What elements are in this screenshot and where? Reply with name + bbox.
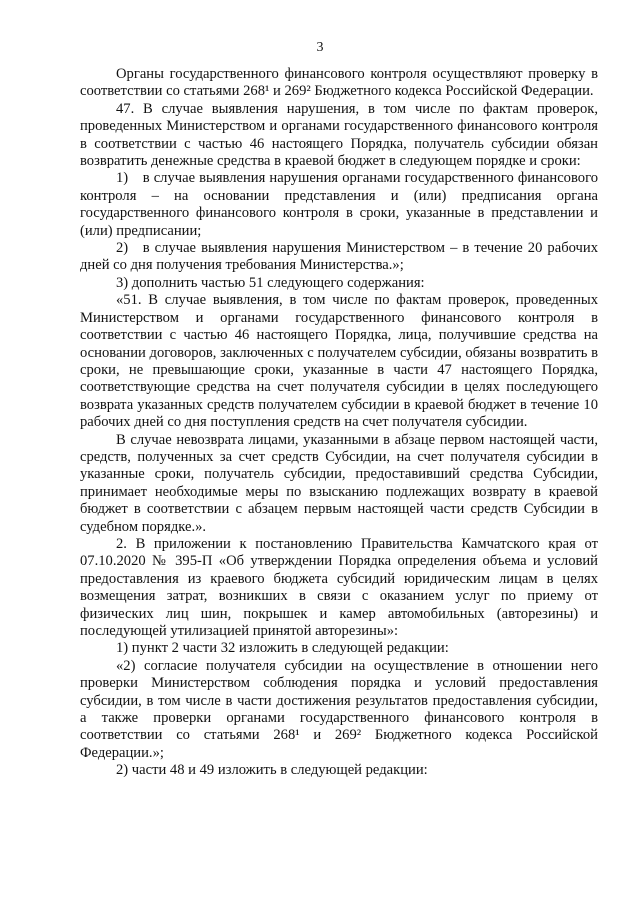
paragraph-47-item-2: 2) в случае выявления нарушения Министерством – в течение 20 рабочих дней со дня получения требования Министерства.»; [80,240,598,274]
paragraph-parts-48-49: 2) части 48 и 49 изложить в следующей редакции: [116,762,428,779]
paragraph-51: «51. В случае выявления, в том числе по фактам проверок, проведенных Министерством и органами государственного финансового контроля в соответствии с частью 46 настоящего Порядка, лица, получившие средства на основании договоров, заключенных с получателем субсидии, обязаны возвратить в сроки, не превышающие сроки, указанные в части 47 настоящего Порядка, соответствующие средства на счет получателя субсидии в целях последующего возврата указанных средств получателем субсидии в краевой бюджет в течение 10 рабочих дней со дня поступления средств на счет получателя субсидии. [80,292,598,431]
page-number: 3 [316,40,324,55]
paragraph-51-nonreturn: В случае невозврата лицами, указанными в абзаце первом настоящей части, средств, полученных за счет средств Субсидии, на счет получателя субсидии в указанные сроки, получатель субсидии, предоставивший средства Субсидии, принимает необходимые меры по взысканию подлежащих возврату в краевой бюджет в соответствии с абзацем первым настоящей части средств Субсидии в судебном порядке.». [80,431,598,535]
paragraph-add-part-51: 3) дополнить частью 51 следующего содержания: [116,274,425,291]
paragraph-item-1-point-2: 1) пункт 2 части 32 изложить в следующей редакции: [116,640,449,657]
paragraph-consent: «2) согласие получателя субсидии на осуществление в отношении него проверки Министерством соблюдения порядка и условий предоставления субсидии, в том числе в части достижения результатов предоставления субсидии, а также проверки органами государственного финансового контроля в соответствии со статьями 268¹ и 269² Бюджетного кодекса Российской Федерации.»; [80,657,598,761]
paragraph-47: 47. В случае выявления нарушения, в том числе по фактам проверок, проведенных Министерством и органами государственного финансового контроля в соответствии с частью 46 настоящего Порядка, получатель субсидии обязан возвратить денежные средства в краевой бюджет в следующем порядке и сроки: [80,100,598,170]
document-body [80,66,598,780]
paragraph-control-bodies: Органы государственного финансового контроля осуществляют проверку в соответствии со статьями 268¹ и 269² Бюджетного кодекса Российской Федерации. [80,66,598,100]
paragraph-2-appendix: 2. В приложении к постановлению Правительства Камчатского края от 07.10.2020 № 395-П «Об утверждении Порядка определения объема и условий предоставления из краевого бюджета субсидий юридическим лицам в целях возмещения затрат, возникших в связи с оказанием услуг по приему от физических лиц шин, покрышек и камер автомобильных (авторезины) и последующей утилизацией принятой авторезины»: [80,535,598,639]
paragraph-47-item-1: 1) в случае выявления нарушения органами государственного финансового контроля – на основании представления и (или) предписания органа государственного финансового контроля в сроки, указанные в представлении и (или) предписании; [80,170,598,239]
